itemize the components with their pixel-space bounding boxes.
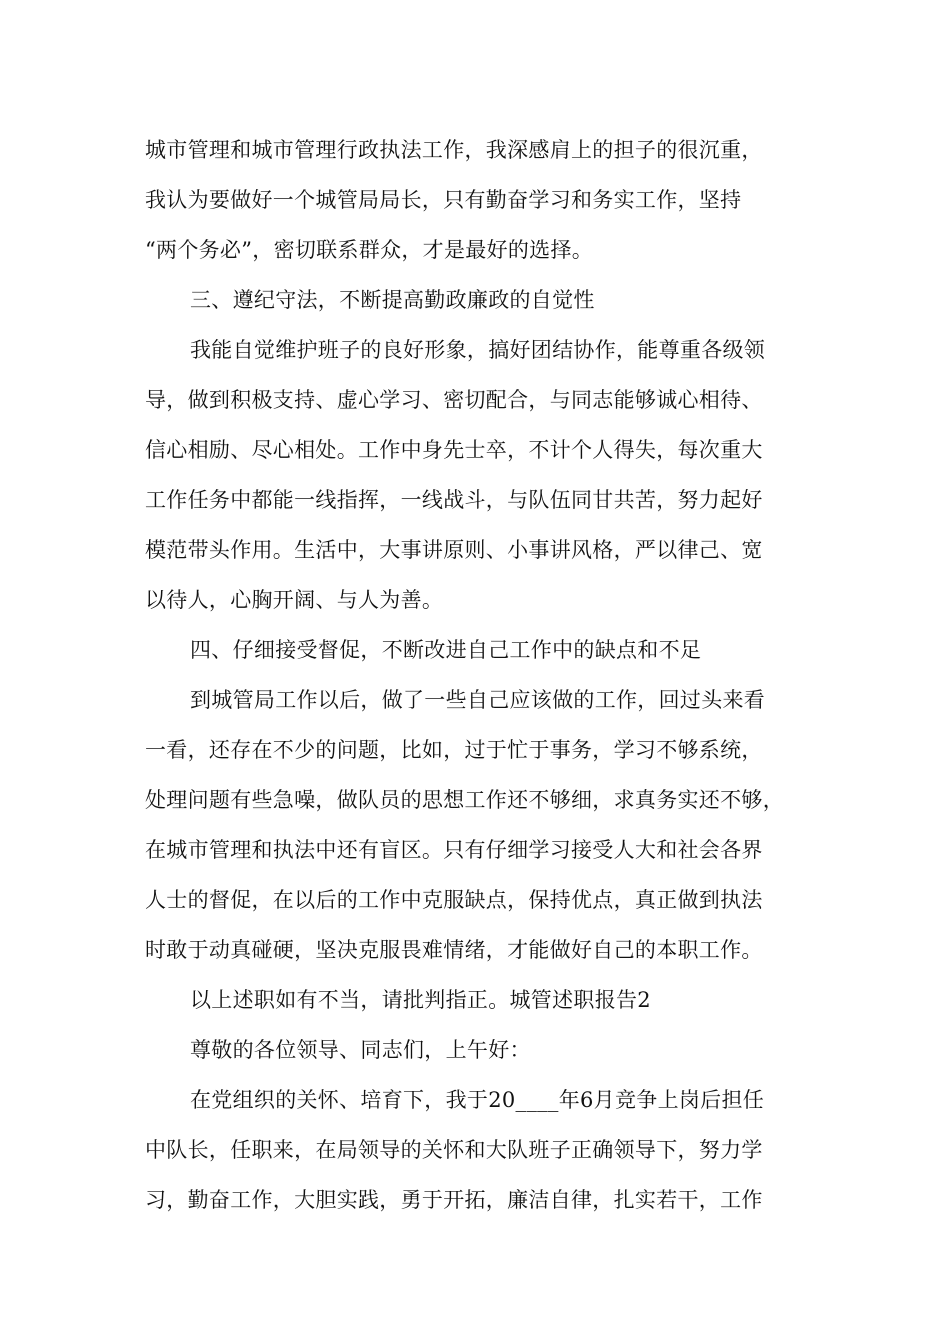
text-line: 工作任务中都能一线指挥，一线战斗，与队伍同甘共苦，努力起好	[145, 488, 763, 512]
salutation: 尊敬的各位领导、同志们，上午好：	[190, 1038, 531, 1062]
text-line: 习，勤奋工作，大胆实践，勇于开拓，廉洁自律，扎实若干，工作	[145, 1188, 763, 1212]
text-line: 城市管理和城市管理行政执法工作，我深感肩上的担子的很沉重，	[145, 138, 763, 162]
section-heading: 三、遵纪守法，不断提高勤政廉政的自觉性	[190, 288, 595, 312]
text-line: 以待人，心胸开阔、与人为善。	[145, 588, 444, 612]
text-line: 中队长，任职来，在局领导的关怀和大队班子正确领导下，努力学	[145, 1138, 763, 1162]
text-line: 时敢于动真碰硬，坚决克服畏难情绪，才能做好自己的本职工作。	[145, 938, 763, 962]
paragraph-start: 以上述职如有不当，请批判指正。城管述职报告2	[190, 988, 651, 1012]
paragraph-start: 在党组织的关怀、培育下，我于20____年6月竞争上岗后担任	[190, 1088, 765, 1112]
paragraph-start: 到城管局工作以后，做了一些自己应该做的工作，回过头来看	[190, 688, 766, 712]
text-line: 我认为要做好一个城管局局长，只有勤奋学习和务实工作，坚持	[145, 188, 742, 212]
text-line: 模范带头作用。生活中，大事讲原则、小事讲风格，严以律己、宽	[145, 538, 763, 562]
text-line: 导，做到积极支持、虚心学习、密切配合，与同志能够诚心相待、	[145, 388, 763, 412]
text-line: “两个务必”，密切联系群众，才是最好的选择。	[145, 238, 594, 262]
text-line: 信心相励、尽心相处。工作中身先士卒，不计个人得失，每次重大	[145, 438, 763, 462]
text-line: 处理问题有些急噪，做队员的思想工作还不够细，求真务实还不够，	[145, 788, 784, 812]
section-heading: 四、仔细接受督促，不断改进自己工作中的缺点和不足	[190, 638, 702, 662]
text-line: 一看，还存在不少的问题，比如，过于忙于事务，学习不够系统，	[145, 738, 763, 762]
text-line: 在城市管理和执法中还有盲区。只有仔细学习接受人大和社会各界	[145, 838, 763, 862]
paragraph-start: 我能自觉维护班子的良好形象，搞好团结协作，能尊重各级领	[190, 338, 766, 362]
text-line: 人士的督促，在以后的工作中克服缺点，保持优点，真正做到执法	[145, 888, 763, 912]
